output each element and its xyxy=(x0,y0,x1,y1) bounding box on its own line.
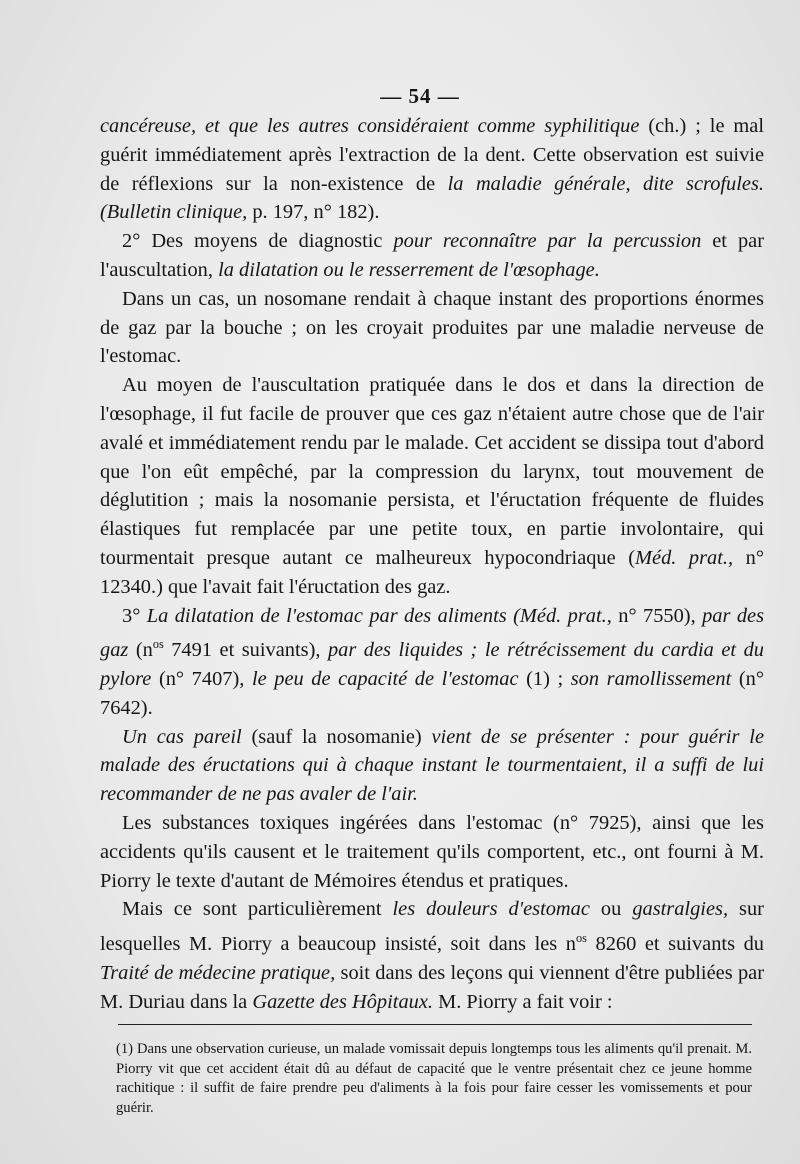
paragraph-toxic-substances xyxy=(100,809,764,895)
italic-run: La dilatation de l'estomac par des aliments (Méd. prat., xyxy=(146,604,612,627)
italic-run: Un cas pareil xyxy=(122,725,242,748)
text-run: sur lesquelles M. Piorry a beaucoup insisté, soit dans les n xyxy=(100,898,764,955)
italic-run: Gazette des Hôpitaux. xyxy=(252,990,433,1013)
italic-run: la maladie générale, dite scrofules. (Bulletin clinique, xyxy=(100,172,764,224)
text-run: (n° 7642). xyxy=(100,667,765,719)
italic-run: Méd. prat., xyxy=(635,546,734,569)
text-run: (n xyxy=(128,639,153,662)
text-run: et par l'auscultation, xyxy=(100,230,764,281)
text-run: Les substances toxiques ingérées dans l'estomac (n° 7925), ainsi que les accidents qu'ils causent et le traitement qu'ils comportent, etc., ont fourni à M. Piorry le texte d'autant de Mémoires étendus et pratiques. xyxy=(100,811,764,892)
paragraph-gastralgies xyxy=(100,895,764,1016)
paragraph-auscultation xyxy=(100,371,764,601)
text-run: soit dans des leçons qui viennent d'être publiées par M. Duriau dans la xyxy=(100,961,764,1013)
page-number: — 54 — xyxy=(380,84,460,108)
paragraph-nosomane-case xyxy=(100,285,764,371)
italic-run: le peu de capacité de l'estomac xyxy=(251,667,519,690)
text-run: n° 7550), xyxy=(611,604,703,627)
italic-run: cancéreuse, et que les autres considéraient comme syphilitique xyxy=(100,115,640,137)
italic-run: pour reconnaître par la percussion xyxy=(393,230,702,253)
text-run: (1) ; xyxy=(518,667,571,690)
italic-run: son ramollissement xyxy=(570,667,732,690)
text-run: p. 197, n° 182). xyxy=(247,201,380,224)
text-run: Au moyen de l'auscultation pratiquée dans le dos et dans la direction de l'œsophage, il fut facile de prouver que ces gaz n'étaient autre chose que de l'air avalé et immédiatement rendu par le malade. Cet accident se dissipa tout d'abord que l'on eût empêché, par la compression du larynx, tout mouvement de déglutition ; mais la nosomanie persista, et l'éructation fréquente de fluides élastiques fut remplacée par une petite toux, en partie involontaire, qui tourmentait presque autant ce malheureux hypocondriaque ( xyxy=(100,374,764,569)
text-run: os xyxy=(152,637,164,652)
paragraph-diagnostic xyxy=(100,227,764,285)
text-run: os xyxy=(576,931,587,946)
text-run: (ch.) ; le mal guérit immédiatement après l'extraction de la dent. Cette observation est suivie de réflexions sur la non-existence de xyxy=(100,115,764,195)
text-run: M. Piorry a fait voir : xyxy=(433,990,613,1013)
italic-run: les douleurs d'estomac xyxy=(392,898,590,921)
text-run: (sauf la nosomanie) xyxy=(241,725,432,748)
italic-run: vient de se présenter : pour guérir le malade des éructations qui à chaque instant le tourmentaient, il a suffi de lui recommander de ne pas avaler de l'air. xyxy=(100,725,764,806)
italic-run: par des liquides ; le rétrécissement du cardia et du pylore xyxy=(100,639,764,690)
text-run: n° 12340.) que l'avait fait l'éructation des gaz. xyxy=(100,546,764,598)
italic-run: gastralgies, xyxy=(632,898,729,921)
italic-run: Traité de médecine pratique, xyxy=(100,961,336,984)
text-run: 7491 et suivants), xyxy=(163,639,328,662)
text-run: 2° Des moyens de diagnostic xyxy=(122,230,394,253)
italic-run: par des gaz xyxy=(100,604,765,662)
footnote-divider xyxy=(118,1024,752,1025)
paragraph-similar-case xyxy=(100,723,764,809)
text-run: 8260 et suivants du xyxy=(586,932,764,955)
body-text xyxy=(100,112,764,1016)
text-run: (n° 7407), xyxy=(151,667,252,690)
text-run: Dans un cas, un nosomane rendait à chaque instant des proportions énormes de gaz par la bouche ; on les croyait produites par une maladie nerveuse de l'estomac. xyxy=(100,287,764,368)
footnote xyxy=(116,1040,752,1118)
text-run: Mais ce sont particulièrement xyxy=(122,898,393,921)
paragraph-dilatation xyxy=(100,602,764,723)
text-run: 3° xyxy=(122,604,147,627)
italic-run: la dilatation ou le resserrement de l'œsophage. xyxy=(218,258,600,281)
paragraph-continuation xyxy=(100,112,764,227)
text-run: ou xyxy=(589,898,633,921)
footnote-text: (1) Dans une observation curieuse, un malade vomissait depuis longtemps tous les aliments qu'il prenait. M. Piorry vit que cet accident était dû au défaut de capacité que le ventre présentait chez ce jeune homme rachitique : il suffit de faire prendre peu d'aliments à la fois pour faire cesser les vomissements et pour guérir. xyxy=(116,1041,752,1116)
